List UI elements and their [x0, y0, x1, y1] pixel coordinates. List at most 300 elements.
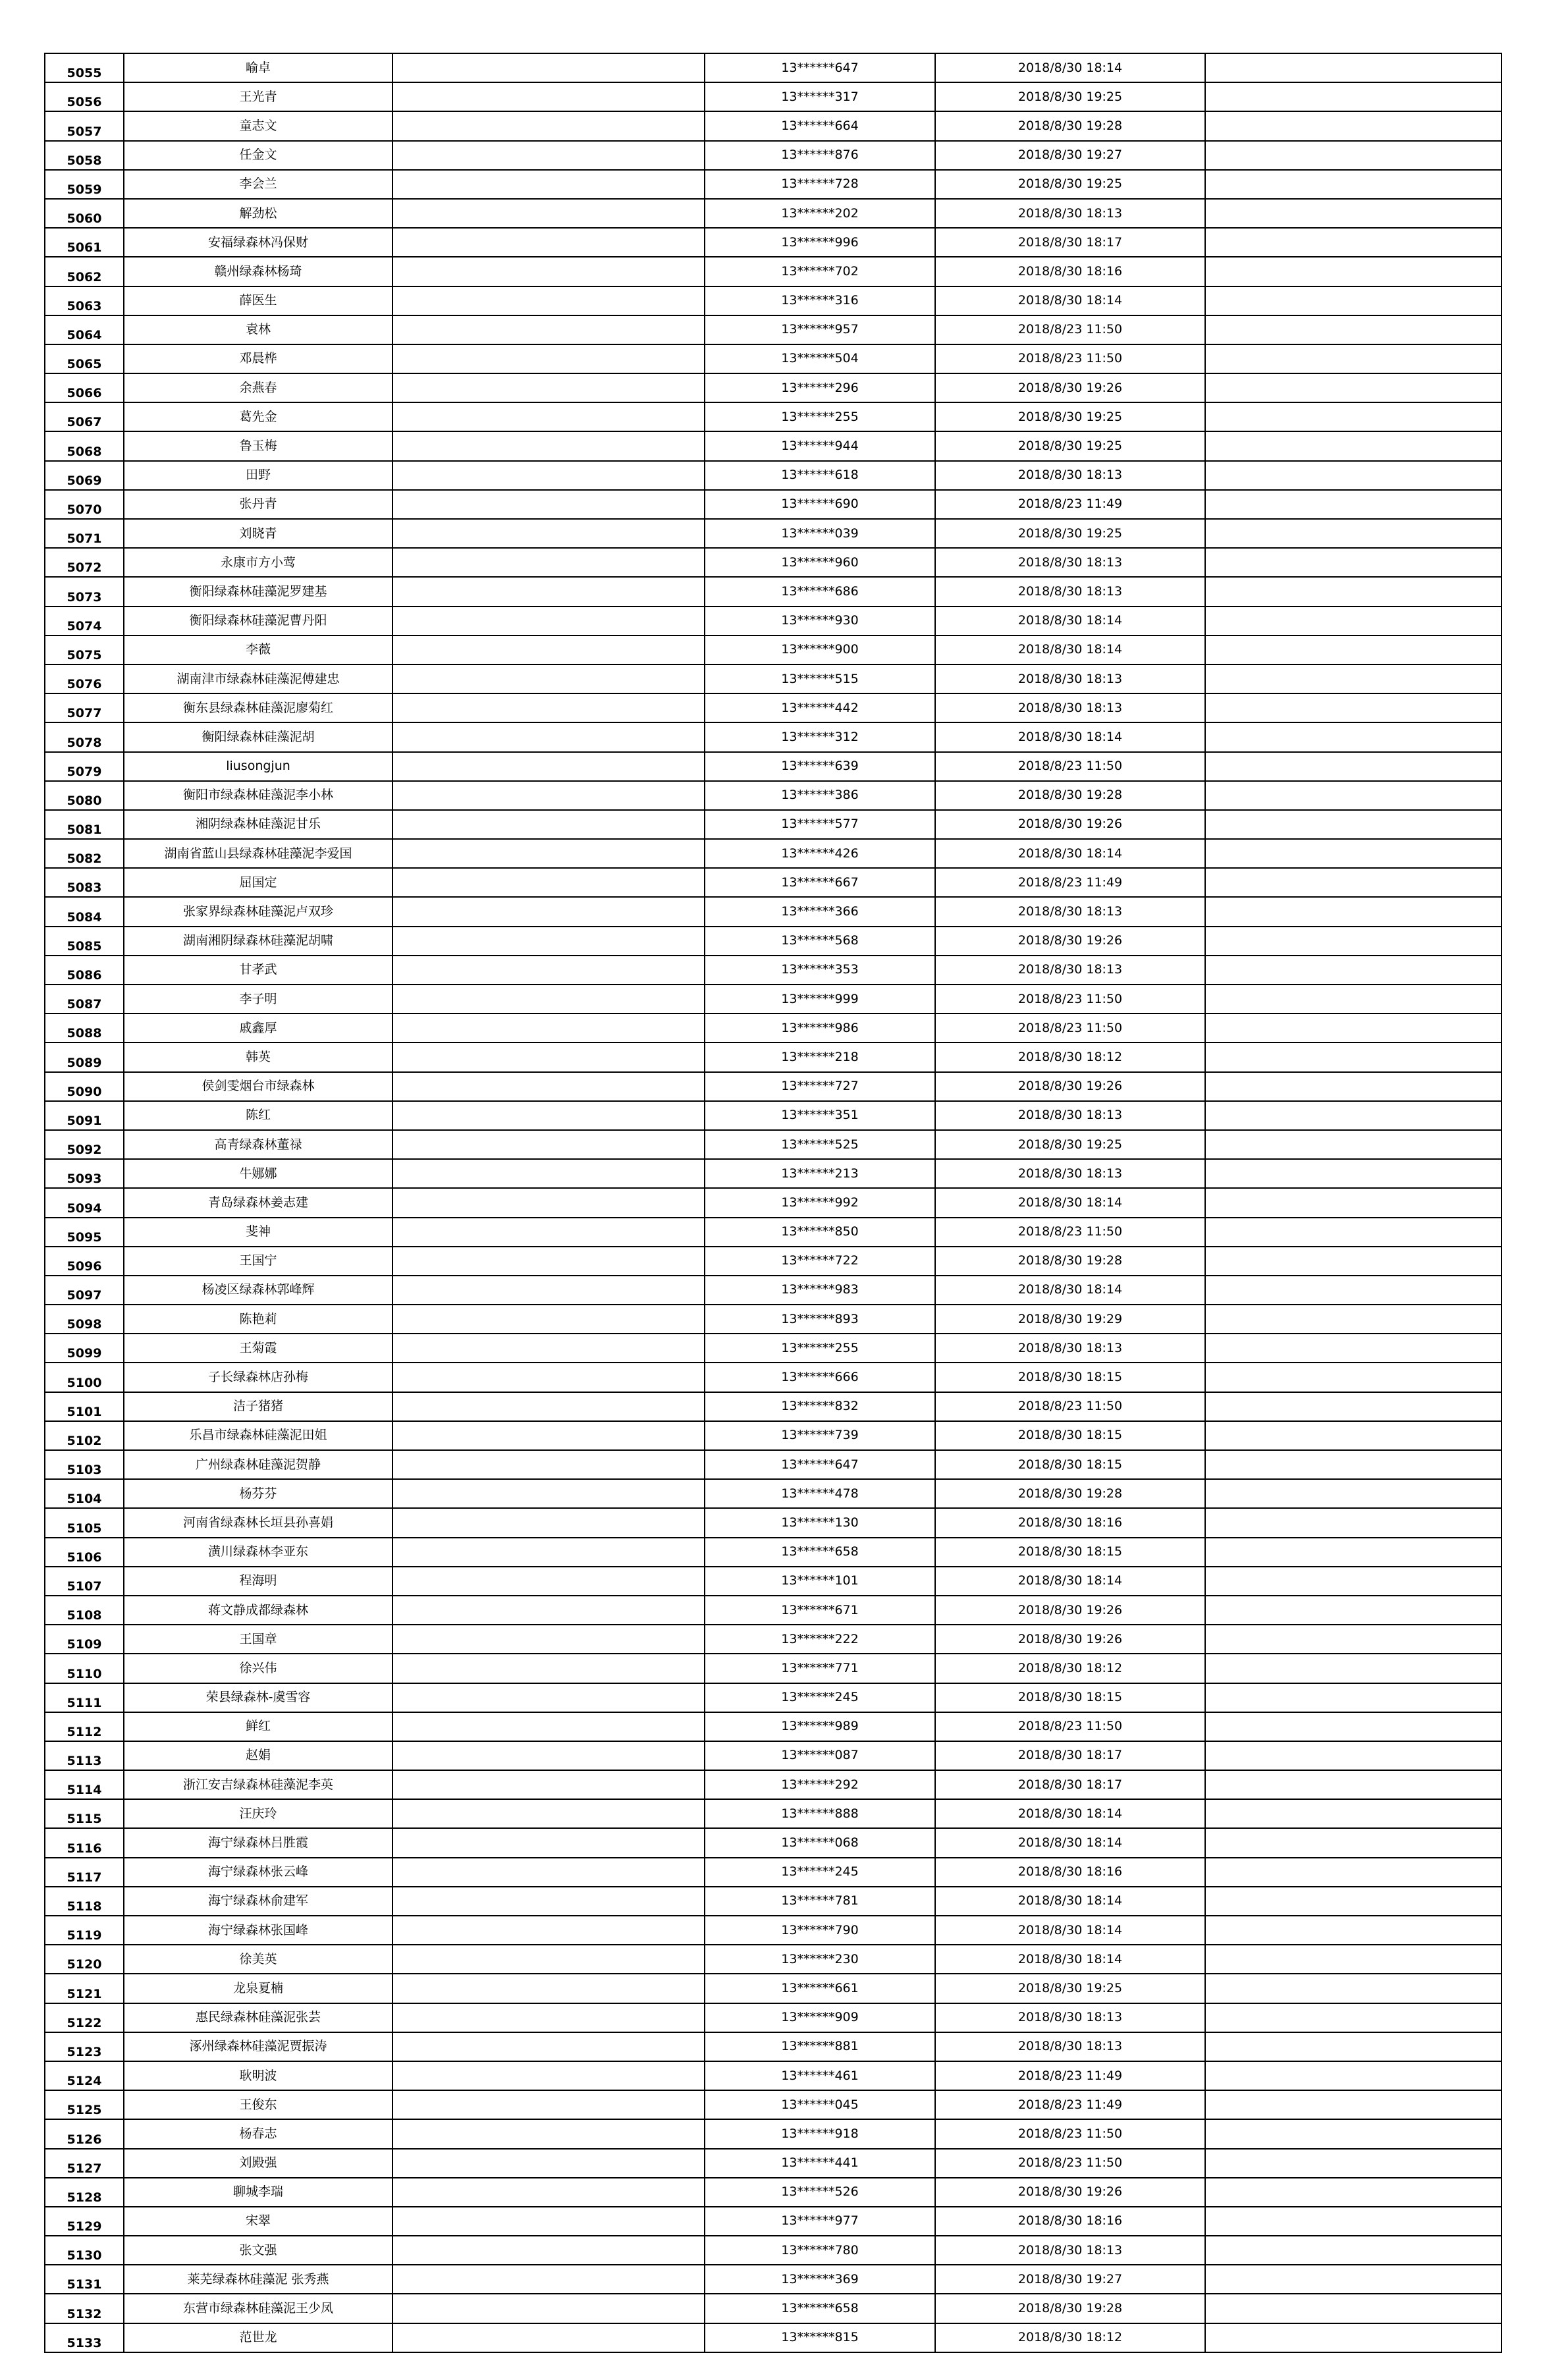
name-cell: 任金文 [124, 141, 392, 170]
table-row [45, 1916, 1501, 1945]
row-number-cell: 5063 [45, 286, 124, 315]
blank-cell [1205, 141, 1501, 170]
timestamp-cell: 2018/8/23 11:49 [935, 2061, 1205, 2090]
name-cell: 聊城李瑞 [124, 2178, 392, 2207]
blank-cell [392, 1218, 705, 1247]
blank-cell [1205, 693, 1501, 722]
blank-cell [1205, 1363, 1501, 1392]
blank-cell [392, 577, 705, 606]
phone-cell: 13******292 [705, 1770, 935, 1799]
timestamp-cell: 2018/8/23 11:50 [935, 985, 1205, 1014]
timestamp-cell: 2018/8/23 11:50 [935, 1014, 1205, 1042]
blank-cell [392, 2032, 705, 2061]
blank-cell [1205, 1421, 1501, 1450]
table-row [45, 1596, 1501, 1625]
row-number-cell: 5108 [45, 1596, 124, 1625]
name-cell: 陈红 [124, 1101, 392, 1130]
blank-cell [1205, 1072, 1501, 1101]
phone-cell: 13******918 [705, 2119, 935, 2148]
phone-cell: 13******900 [705, 636, 935, 664]
blank-cell [392, 1567, 705, 1596]
blank-cell [1205, 2236, 1501, 2265]
row-number-cell: 5118 [45, 1887, 124, 1916]
timestamp-cell: 2018/8/30 19:25 [935, 170, 1205, 199]
blank-cell [1205, 2032, 1501, 2061]
blank-cell [392, 2236, 705, 2265]
blank-cell [1205, 985, 1501, 1014]
blank-cell [1205, 111, 1501, 140]
blank-cell [392, 1596, 705, 1625]
timestamp-cell: 2018/8/30 19:25 [935, 519, 1205, 548]
table-row [45, 1683, 1501, 1712]
phone-cell: 13******983 [705, 1276, 935, 1305]
blank-cell [392, 1538, 705, 1567]
blank-cell [1205, 1508, 1501, 1537]
phone-cell: 13******577 [705, 810, 935, 839]
blank-cell [392, 315, 705, 344]
phone-cell: 13******667 [705, 868, 935, 897]
blank-cell [392, 1014, 705, 1042]
name-cell: 侯剑雯烟台市绿森林 [124, 1072, 392, 1101]
blank-cell [392, 1770, 705, 1799]
row-number-cell: 5106 [45, 1538, 124, 1567]
phone-cell: 13******366 [705, 897, 935, 926]
table-row [45, 1159, 1501, 1188]
blank-cell [1205, 431, 1501, 460]
blank-cell [392, 1887, 705, 1916]
phone-cell: 13******850 [705, 1218, 935, 1247]
phone-cell: 13******815 [705, 2323, 935, 2352]
row-number-cell: 5125 [45, 2090, 124, 2119]
phone-cell: 13******832 [705, 1392, 935, 1421]
blank-cell [1205, 1887, 1501, 1916]
phone-cell: 13******353 [705, 956, 935, 985]
blank-cell [392, 490, 705, 519]
name-cell: 张家界绿森林硅藻泥卢双珍 [124, 897, 392, 926]
timestamp-cell: 2018/8/30 19:25 [935, 431, 1205, 460]
name-cell: 莱芜绿森林硅藻泥 张秀燕 [124, 2265, 392, 2294]
blank-cell [1205, 1130, 1501, 1159]
table-row [45, 2294, 1501, 2323]
blank-cell [392, 1828, 705, 1857]
blank-cell [1205, 1596, 1501, 1625]
timestamp-cell: 2018/8/30 19:26 [935, 2178, 1205, 2207]
blank-cell [392, 1334, 705, 1363]
phone-cell: 13******999 [705, 985, 935, 1014]
blank-cell [1205, 2149, 1501, 2178]
table-row [45, 1479, 1501, 1508]
table-row [45, 839, 1501, 868]
timestamp-cell: 2018/8/23 11:49 [935, 2090, 1205, 2119]
blank-cell [392, 1363, 705, 1392]
table-row [45, 1305, 1501, 1334]
timestamp-cell: 2018/8/30 18:15 [935, 1538, 1205, 1567]
row-number-cell: 5085 [45, 927, 124, 956]
blank-cell [1205, 1770, 1501, 1799]
row-number-cell: 5115 [45, 1799, 124, 1828]
table-row [45, 1072, 1501, 1101]
phone-cell: 13******909 [705, 2003, 935, 2032]
name-cell: 张丹青 [124, 490, 392, 519]
row-number-cell: 5072 [45, 548, 124, 577]
phone-cell: 13******658 [705, 2294, 935, 2323]
table-row [45, 519, 1501, 548]
row-number-cell: 5079 [45, 752, 124, 781]
name-cell: 荣县绿森林-虞雪容 [124, 1683, 392, 1712]
blank-cell [392, 1741, 705, 1770]
phone-cell: 13******989 [705, 1712, 935, 1741]
blank-cell [392, 1072, 705, 1101]
table-row [45, 344, 1501, 373]
row-number-cell: 5102 [45, 1421, 124, 1450]
blank-cell [1205, 461, 1501, 490]
name-cell: 安福绿森林冯保财 [124, 228, 392, 257]
blank-cell [392, 2294, 705, 2323]
blank-cell [392, 1392, 705, 1421]
phone-cell: 13******515 [705, 664, 935, 693]
blank-cell [1205, 2323, 1501, 2352]
row-number-cell: 5065 [45, 344, 124, 373]
row-number-cell: 5111 [45, 1683, 124, 1712]
table-row [45, 722, 1501, 751]
row-number-cell: 5058 [45, 141, 124, 170]
row-number-cell: 5129 [45, 2207, 124, 2236]
name-cell: 葛先金 [124, 402, 392, 431]
phone-cell: 13******881 [705, 2032, 935, 2061]
blank-cell [392, 461, 705, 490]
timestamp-cell: 2018/8/30 18:14 [935, 607, 1205, 636]
table-row [45, 1188, 1501, 1217]
blank-cell [1205, 2265, 1501, 2294]
row-number-cell: 5099 [45, 1334, 124, 1363]
name-cell: 范世龙 [124, 2323, 392, 2352]
table-row [45, 1334, 1501, 1363]
blank-cell [1205, 577, 1501, 606]
blank-cell [1205, 1858, 1501, 1887]
row-number-cell: 5120 [45, 1945, 124, 1974]
name-cell: 杨春志 [124, 2119, 392, 2148]
table-row [45, 1042, 1501, 1071]
table-row [45, 1538, 1501, 1567]
blank-cell [1205, 1654, 1501, 1683]
phone-cell: 13******230 [705, 1945, 935, 1974]
table-row [45, 1218, 1501, 1247]
phone-cell: 13******369 [705, 2265, 935, 2294]
phone-cell: 13******312 [705, 722, 935, 751]
blank-cell [1205, 1916, 1501, 1945]
blank-cell [392, 868, 705, 897]
row-number-cell: 5078 [45, 722, 124, 751]
blank-cell [1205, 373, 1501, 402]
name-cell: 乐昌市绿森林硅藻泥田姐 [124, 1421, 392, 1450]
row-number-cell: 5114 [45, 1770, 124, 1799]
blank-cell [1205, 1042, 1501, 1071]
blank-cell [392, 1450, 705, 1479]
timestamp-cell: 2018/8/30 18:15 [935, 1421, 1205, 1450]
table-row [45, 1625, 1501, 1654]
blank-cell [1205, 1683, 1501, 1712]
table-row [45, 228, 1501, 257]
timestamp-cell: 2018/8/30 18:12 [935, 1654, 1205, 1683]
timestamp-cell: 2018/8/30 18:13 [935, 1101, 1205, 1130]
blank-cell [392, 1654, 705, 1683]
phone-cell: 13******441 [705, 2149, 935, 2178]
blank-cell [392, 82, 705, 111]
blank-cell [1205, 1479, 1501, 1508]
timestamp-cell: 2018/8/30 18:13 [935, 956, 1205, 985]
phone-cell: 13******461 [705, 2061, 935, 2090]
blank-cell [1205, 607, 1501, 636]
phone-cell: 13******296 [705, 373, 935, 402]
name-cell: 王光青 [124, 82, 392, 111]
blank-cell [1205, 1945, 1501, 1974]
timestamp-cell: 2018/8/30 18:13 [935, 461, 1205, 490]
blank-cell [392, 722, 705, 751]
blank-cell [1205, 315, 1501, 344]
row-number-cell: 5093 [45, 1159, 124, 1188]
row-number-cell: 5113 [45, 1741, 124, 1770]
timestamp-cell: 2018/8/30 18:15 [935, 1683, 1205, 1712]
blank-cell [1205, 257, 1501, 286]
table-row [45, 141, 1501, 170]
row-number-cell: 5069 [45, 461, 124, 490]
phone-cell: 13******526 [705, 2178, 935, 2207]
timestamp-cell: 2018/8/30 18:13 [935, 2003, 1205, 2032]
timestamp-cell: 2018/8/30 18:14 [935, 53, 1205, 82]
phone-cell: 13******255 [705, 1334, 935, 1363]
phone-cell: 13******202 [705, 199, 935, 228]
table-row [45, 1363, 1501, 1392]
timestamp-cell: 2018/8/30 18:13 [935, 577, 1205, 606]
table-row [45, 1741, 1501, 1770]
blank-cell [392, 519, 705, 548]
blank-cell [1205, 781, 1501, 810]
blank-cell [392, 257, 705, 286]
blank-cell [392, 636, 705, 664]
blank-cell [1205, 927, 1501, 956]
timestamp-cell: 2018/8/30 19:25 [935, 1130, 1205, 1159]
timestamp-cell: 2018/8/23 11:50 [935, 1218, 1205, 1247]
name-cell: 邓晨桦 [124, 344, 392, 373]
row-number-cell: 5100 [45, 1363, 124, 1392]
blank-cell [392, 228, 705, 257]
row-number-cell: 5097 [45, 1276, 124, 1305]
row-number-cell: 5109 [45, 1625, 124, 1654]
blank-cell [392, 199, 705, 228]
blank-cell [1205, 1799, 1501, 1828]
blank-cell [392, 344, 705, 373]
row-number-cell: 5133 [45, 2323, 124, 2352]
blank-cell [1205, 1188, 1501, 1217]
name-cell: 解劲松 [124, 199, 392, 228]
phone-cell: 13******039 [705, 519, 935, 548]
table-row [45, 607, 1501, 636]
phone-cell: 13******525 [705, 1130, 935, 1159]
table-row [45, 431, 1501, 460]
row-number-cell: 5119 [45, 1916, 124, 1945]
name-cell: 子长绿森林店孙梅 [124, 1363, 392, 1392]
row-number-cell: 5130 [45, 2236, 124, 2265]
name-cell: 湘阴绿森林硅藻泥甘乐 [124, 810, 392, 839]
blank-cell [392, 1508, 705, 1537]
blank-cell [392, 2265, 705, 2294]
row-number-cell: 5123 [45, 2032, 124, 2061]
name-cell: 杨凌区绿森林郭峰辉 [124, 1276, 392, 1305]
blank-cell [1205, 2090, 1501, 2119]
table-row [45, 1392, 1501, 1421]
blank-cell [392, 1945, 705, 1974]
blank-cell [1205, 956, 1501, 985]
table-row [45, 1014, 1501, 1042]
row-number-cell: 5075 [45, 636, 124, 664]
blank-cell [392, 839, 705, 868]
table-row [45, 2149, 1501, 2178]
timestamp-cell: 2018/8/30 18:13 [935, 548, 1205, 577]
phone-cell: 13******504 [705, 344, 935, 373]
blank-cell [1205, 1538, 1501, 1567]
table-row [45, 693, 1501, 722]
blank-cell [1205, 1276, 1501, 1305]
phone-cell: 13******996 [705, 228, 935, 257]
blank-cell [1205, 1828, 1501, 1857]
row-number-cell: 5067 [45, 402, 124, 431]
phone-cell: 13******876 [705, 141, 935, 170]
blank-cell [392, 2207, 705, 2236]
blank-cell [1205, 2119, 1501, 2148]
row-number-cell: 5103 [45, 1450, 124, 1479]
phone-cell: 13******992 [705, 1188, 935, 1217]
timestamp-cell: 2018/8/30 18:14 [935, 1276, 1205, 1305]
blank-cell [392, 1799, 705, 1828]
blank-cell [1205, 636, 1501, 664]
phone-cell: 13******957 [705, 315, 935, 344]
blank-cell [1205, 1567, 1501, 1596]
timestamp-cell: 2018/8/30 18:14 [935, 1887, 1205, 1916]
blank-cell [1205, 810, 1501, 839]
table-row [45, 170, 1501, 199]
blank-cell [392, 1101, 705, 1130]
phone-cell: 13******568 [705, 927, 935, 956]
blank-cell [1205, 2003, 1501, 2032]
table-row [45, 2236, 1501, 2265]
blank-cell [392, 402, 705, 431]
timestamp-cell: 2018/8/23 11:50 [935, 752, 1205, 781]
phone-cell: 13******218 [705, 1042, 935, 1071]
name-cell: 李薇 [124, 636, 392, 664]
row-number-cell: 5127 [45, 2149, 124, 2178]
name-cell: 广州绿森林硅藻泥贺静 [124, 1450, 392, 1479]
row-number-cell: 5070 [45, 490, 124, 519]
table-row [45, 2003, 1501, 2032]
blank-cell [392, 810, 705, 839]
blank-cell [392, 286, 705, 315]
table-row [45, 1421, 1501, 1450]
name-cell: 衡阳绿森林硅藻泥胡 [124, 722, 392, 751]
phone-cell: 13******728 [705, 170, 935, 199]
blank-cell [392, 373, 705, 402]
phone-cell: 13******213 [705, 1159, 935, 1188]
row-number-cell: 5080 [45, 781, 124, 810]
blank-cell [1205, 1101, 1501, 1130]
blank-cell [1205, 1159, 1501, 1188]
row-number-cell: 5064 [45, 315, 124, 344]
blank-cell [392, 1042, 705, 1071]
table-row [45, 810, 1501, 839]
name-cell: 海宁绿森林张云峰 [124, 1858, 392, 1887]
table-row [45, 868, 1501, 897]
name-cell: 潢川绿森林李亚东 [124, 1538, 392, 1567]
row-number-cell: 5062 [45, 257, 124, 286]
timestamp-cell: 2018/8/30 19:28 [935, 781, 1205, 810]
phone-cell: 13******045 [705, 2090, 935, 2119]
name-cell: 汪庆玲 [124, 1799, 392, 1828]
table-row [45, 1770, 1501, 1799]
blank-cell [1205, 344, 1501, 373]
blank-cell [1205, 548, 1501, 577]
timestamp-cell: 2018/8/30 18:17 [935, 228, 1205, 257]
timestamp-cell: 2018/8/30 19:28 [935, 1247, 1205, 1276]
phone-cell: 13******960 [705, 548, 935, 577]
blank-cell [1205, 53, 1501, 82]
phone-cell: 13******977 [705, 2207, 935, 2236]
name-cell: 洁子猪猪 [124, 1392, 392, 1421]
row-number-cell: 5128 [45, 2178, 124, 2207]
name-cell: 海宁绿森林俞建军 [124, 1887, 392, 1916]
timestamp-cell: 2018/8/30 19:25 [935, 82, 1205, 111]
blank-cell [392, 1625, 705, 1654]
blank-cell [392, 2149, 705, 2178]
table-row [45, 1247, 1501, 1276]
table-row [45, 1887, 1501, 1916]
phone-cell: 13******664 [705, 111, 935, 140]
name-cell: 张文强 [124, 2236, 392, 2265]
table-row [45, 1828, 1501, 1857]
blank-cell [392, 2061, 705, 2090]
name-cell: 涿州绿森林硅藻泥贾振涛 [124, 2032, 392, 2061]
timestamp-cell: 2018/8/30 18:13 [935, 199, 1205, 228]
row-number-cell: 5105 [45, 1508, 124, 1537]
name-cell: 斐神 [124, 1218, 392, 1247]
timestamp-cell: 2018/8/30 19:26 [935, 927, 1205, 956]
name-cell: 王国章 [124, 1625, 392, 1654]
row-number-cell: 5087 [45, 985, 124, 1014]
name-cell: 浙江安吉绿森林硅藻泥李英 [124, 1770, 392, 1799]
phone-cell: 13******893 [705, 1305, 935, 1334]
blank-cell [1205, 1305, 1501, 1334]
phone-cell: 13******130 [705, 1508, 935, 1537]
name-cell: 鲁玉梅 [124, 431, 392, 460]
table-row [45, 315, 1501, 344]
table-row [45, 2265, 1501, 2294]
table-row [45, 402, 1501, 431]
row-number-cell: 5095 [45, 1218, 124, 1247]
table-row [45, 1130, 1501, 1159]
row-number-cell: 5086 [45, 956, 124, 985]
phone-cell: 13******245 [705, 1683, 935, 1712]
table-row [45, 2323, 1501, 2352]
row-number-cell: 5131 [45, 2265, 124, 2294]
table-row [45, 199, 1501, 228]
timestamp-cell: 2018/8/23 11:50 [935, 1392, 1205, 1421]
row-number-cell: 5089 [45, 1042, 124, 1071]
phone-cell: 13******255 [705, 402, 935, 431]
name-cell: 赵娟 [124, 1741, 392, 1770]
name-cell: 青岛绿森林姜志建 [124, 1188, 392, 1217]
timestamp-cell: 2018/8/30 19:26 [935, 1596, 1205, 1625]
blank-cell [1205, 1392, 1501, 1421]
name-cell: 东营市绿森林硅藻泥王少凤 [124, 2294, 392, 2323]
table-row [45, 373, 1501, 402]
